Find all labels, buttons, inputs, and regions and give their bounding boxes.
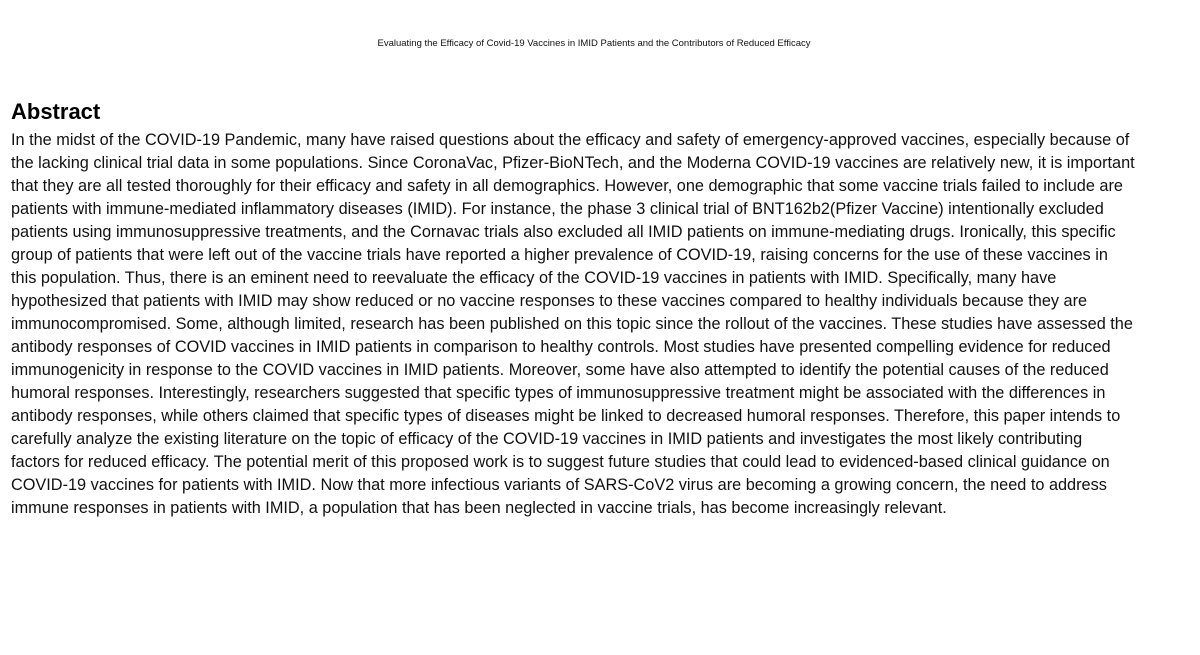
abstract-line: immune responses in patients with IMID, a population that has been neglected in vaccine trials, has become increasingly relevant. [11,499,947,517]
abstract-line: that they are all tested thoroughly for their efficacy and safety in all demographics. However, one demographic that some vaccine trials failed to include are [11,177,1123,195]
abstract-line: immunogenicity in response to the COVID vaccines in IMID patients. Moreover, some have also attempted to identify the potential causes of the reduced [11,361,1109,379]
abstract-line: antibody responses of COVID vaccines in IMID patients in comparison to healthy controls. Most studies have presented compelling evidence for reduced [11,338,1111,356]
abstract-line: group of patients that were left out of the vaccine trials have reported a higher prevalence of COVID-19, raising concerns for the use of these vaccines in [11,246,1108,264]
abstract-line: antibody responses, while others claimed that specific types of diseases might be linked to decreased humoral responses. Therefore, this paper intends to [11,407,1121,425]
abstract-line: factors for reduced efficacy. The potential merit of this proposed work is to suggest future studies that could lead to evidenced-based clinical guidance on [11,453,1110,471]
abstract-line: COVID-19 vaccines for patients with IMID. Now that more infectious variants of SARS-CoV2 virus are becoming a growing concern, the need to address [11,476,1107,494]
abstract-section [11,97,1191,520]
document-title: Evaluating the Efficacy of Covid-19 Vaccines in IMID Patients and the Contributors of Reduced Efficacy [377,38,811,49]
abstract-line: the lacking clinical trial data in some populations. Since CoronaVac, Pfizer-BioNTech, and the Moderna COVID-19 vaccines are relatively new, it is important [11,154,1135,172]
abstract-line: immunocompromised. Some, although limited, research has been published on this topic since the rollout of the vaccines. These studies have assessed the [11,315,1133,333]
abstract-heading: Abstract [11,99,101,124]
abstract-line: carefully analyze the existing literature on the topic of efficacy of the COVID-19 vaccines in IMID patients and investigates the most likely contributing [11,430,1083,448]
abstract-body [11,129,1191,520]
abstract-line: In the midst of the COVID-19 Pandemic, many have raised questions about the efficacy and safety of emergency-approved vaccines, especially because of [11,131,1130,149]
abstract-line: this population. Thus, there is an eminent need to reevaluate the efficacy of the COVID-19 vaccines in patients with IMID. Specifically, many have [11,269,1057,287]
abstract-line: patients using immunosuppressive treatments, and the Cornavac trials also excluded all IMID patients on immune-mediating drugs. Ironically, this specific [11,223,1116,241]
abstract-line: patients with immune-mediated inflammatory diseases (IMID). For instance, the phase 3 clinical trial of BNT162b2(Pfizer Vaccine) intentionally excluded [11,200,1104,218]
abstract-line: humoral responses. Interestingly, researchers suggested that specific types of immunosuppressive treatment might be associated with the differences in [11,384,1106,402]
abstract-line: hypothesized that patients with IMID may show reduced or no vaccine responses to these vaccines compared to healthy individuals because they are [11,292,1088,310]
